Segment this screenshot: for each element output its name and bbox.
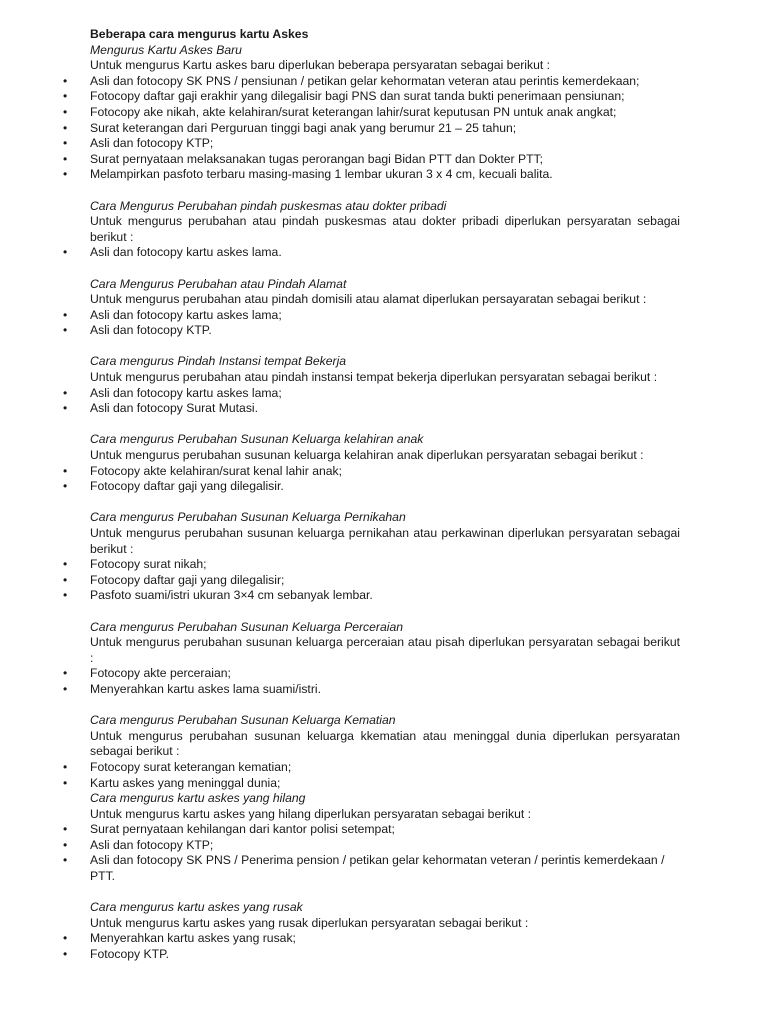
document-title: Beberapa cara mengurus kartu Askes [90, 27, 309, 41]
section-heading: Cara mengurus Perubahan Susunan Keluarga kelahiran anak [90, 432, 424, 447]
requirement-item: • Kartu askes yang meninggal dunia; [90, 776, 680, 792]
section-heading: Cara mengurus kartu askes yang rusak [90, 900, 303, 915]
sections-container [90, 43, 680, 963]
requirement-item: • Fotocopy surat keterangan kematian; [90, 760, 680, 776]
requirement-list [90, 931, 680, 962]
requirement-item: • Asli dan fotocopy KTP; [90, 136, 680, 152]
requirement-list [90, 245, 680, 261]
section [90, 199, 680, 261]
section-heading: Cara mengurus Perubahan Susunan Keluarga Perceraian [90, 619, 404, 634]
section [90, 791, 680, 885]
requirement-item: • Menyerahkan kartu askes lama suami/istri. [90, 682, 680, 698]
requirement-item: • Asli dan fotocopy kartu askes lama; [90, 308, 680, 324]
requirement-list [90, 557, 680, 604]
requirement-item: • Asli dan fotocopy KTP; [90, 838, 680, 854]
requirement-item: • Surat pernyataan kehilangan dari kantor polisi setempat; [90, 822, 680, 838]
section-intro: Untuk mengurus kartu askes yang hilang diperlukan persyaratan sebagai berikut : [90, 806, 532, 821]
requirement-item: • Asli dan fotocopy SK PNS / pensiunan / petikan gelar kehormatan veteran atau perintis kemerdekaan; [90, 74, 680, 90]
requirement-item: • Fotocopy akte perceraian; [90, 666, 680, 682]
requirement-item: • Asli dan fotocopy kartu askes lama; [90, 386, 680, 402]
section-heading: Cara Mengurus Perubahan pindah puskesmas atau dokter pribadi [90, 198, 447, 213]
requirement-item: • Menyerahkan kartu askes yang rusak; [90, 931, 680, 947]
requirement-item: • Fotocopy surat nikah; [90, 557, 680, 573]
requirement-item: • Asli dan fotocopy KTP. [90, 323, 680, 339]
requirement-item: • Fotocopy akte kelahiran/surat kenal lahir anak; [90, 464, 680, 480]
section-heading: Cara mengurus kartu askes yang hilang [90, 791, 306, 806]
section-intro: Untuk mengurus perubahan atau pindah puskesmas atau dokter pribadi diperlukan persyaratan sebagai berikut : [90, 214, 680, 244]
section-intro: Untuk mengurus perubahan susunan keluarga kelahiran anak diperlukan persyaratan sebagai berikut : [90, 448, 644, 463]
requirement-list [90, 74, 680, 183]
section [90, 620, 680, 698]
requirement-list [90, 760, 680, 791]
requirement-item: • Surat keterangan dari Perguruan tinggi bagi anak yang berumur 21 – 25 tahun; [90, 121, 680, 137]
section-heading: Cara mengurus Perubahan Susunan Keluarga Pernikahan [90, 510, 406, 525]
section [90, 713, 680, 791]
section [90, 432, 680, 494]
requirement-item: • Asli dan fotocopy kartu askes lama. [90, 245, 680, 261]
requirement-item: • Asli dan fotocopy SK PNS / Penerima pension / petikan gelar kehormatan veteran / perintis kemerdekaan / PTT. [90, 853, 680, 884]
section [90, 354, 680, 416]
requirement-item: • Fotocopy KTP. [90, 947, 680, 963]
requirement-item: • Fotocopy daftar gaji yang dilegalisir; [90, 573, 680, 589]
section [90, 43, 680, 183]
section-heading: Cara mengurus Perubahan Susunan Keluarga Kematian [90, 713, 396, 728]
section [90, 900, 680, 962]
requirement-item: • Fotocopy daftar gaji yang dilegalisir. [90, 479, 680, 495]
section-intro: Untuk mengurus perubahan atau pindah instansi tempat bekerja diperlukan persyaratan sebagai berikut : [90, 370, 658, 385]
section-intro: Untuk mengurus Kartu askes baru diperlukan beberapa persyaratan sebagai berikut : [90, 58, 551, 73]
section-intro: Untuk mengurus perubahan susunan keluarga pernikahan atau perkawinan diperlukan persyaratan sebagai berikut : [90, 526, 680, 556]
section [90, 510, 680, 604]
requirement-item: • Fotocopy ake nikah, akte kelahiran/surat keterangan lahir/surat keputusan PN untuk anak angkat; [90, 105, 680, 121]
section-heading: Cara mengurus Pindah Instansi tempat Bekerja [90, 354, 347, 369]
requirement-list [90, 308, 680, 339]
requirement-item: • Pasfoto suami/istri ukuran 3×4 cm sebanyak lembar. [90, 588, 680, 604]
section-heading: Mengurus Kartu Askes Baru [90, 42, 242, 57]
section-heading: Cara Mengurus Perubahan atau Pindah Alamat [90, 276, 347, 291]
section-intro: Untuk mengurus perubahan susunan keluarga kkematian atau meninggal dunia diperlukan persyaratan sebagai berikut : [90, 728, 680, 759]
requirement-list [90, 386, 680, 417]
section [90, 277, 680, 339]
requirement-item: • Surat pernyataan melaksanakan tugas perorangan bagi Bidan PTT dan Dokter PTT; [90, 152, 680, 168]
requirement-list [90, 464, 680, 495]
requirement-list [90, 666, 680, 697]
section-intro: Untuk mengurus perubahan susunan keluarga perceraian atau pisah diperlukan persyaratan sebagai berikut : [90, 635, 680, 665]
requirement-item: • Fotocopy daftar gaji erakhir yang dilegalisir bagi PNS dan surat tanda bukti penerimaan pensiunan; [90, 89, 680, 105]
requirement-item: • Asli dan fotocopy Surat Mutasi. [90, 401, 680, 417]
section-intro: Untuk mengurus perubahan atau pindah domisili atau alamat diperlukan persayaratan sebagai berikut : [90, 292, 647, 307]
requirement-list [90, 822, 680, 884]
requirement-item: • Melampirkan pasfoto terbaru masing-masing 1 lembar ukuran 3 x 4 cm, kecuali balita. [90, 167, 680, 183]
section-intro: Untuk mengurus kartu askes yang rusak diperlukan persyaratan sebagai berikut : [90, 915, 529, 930]
